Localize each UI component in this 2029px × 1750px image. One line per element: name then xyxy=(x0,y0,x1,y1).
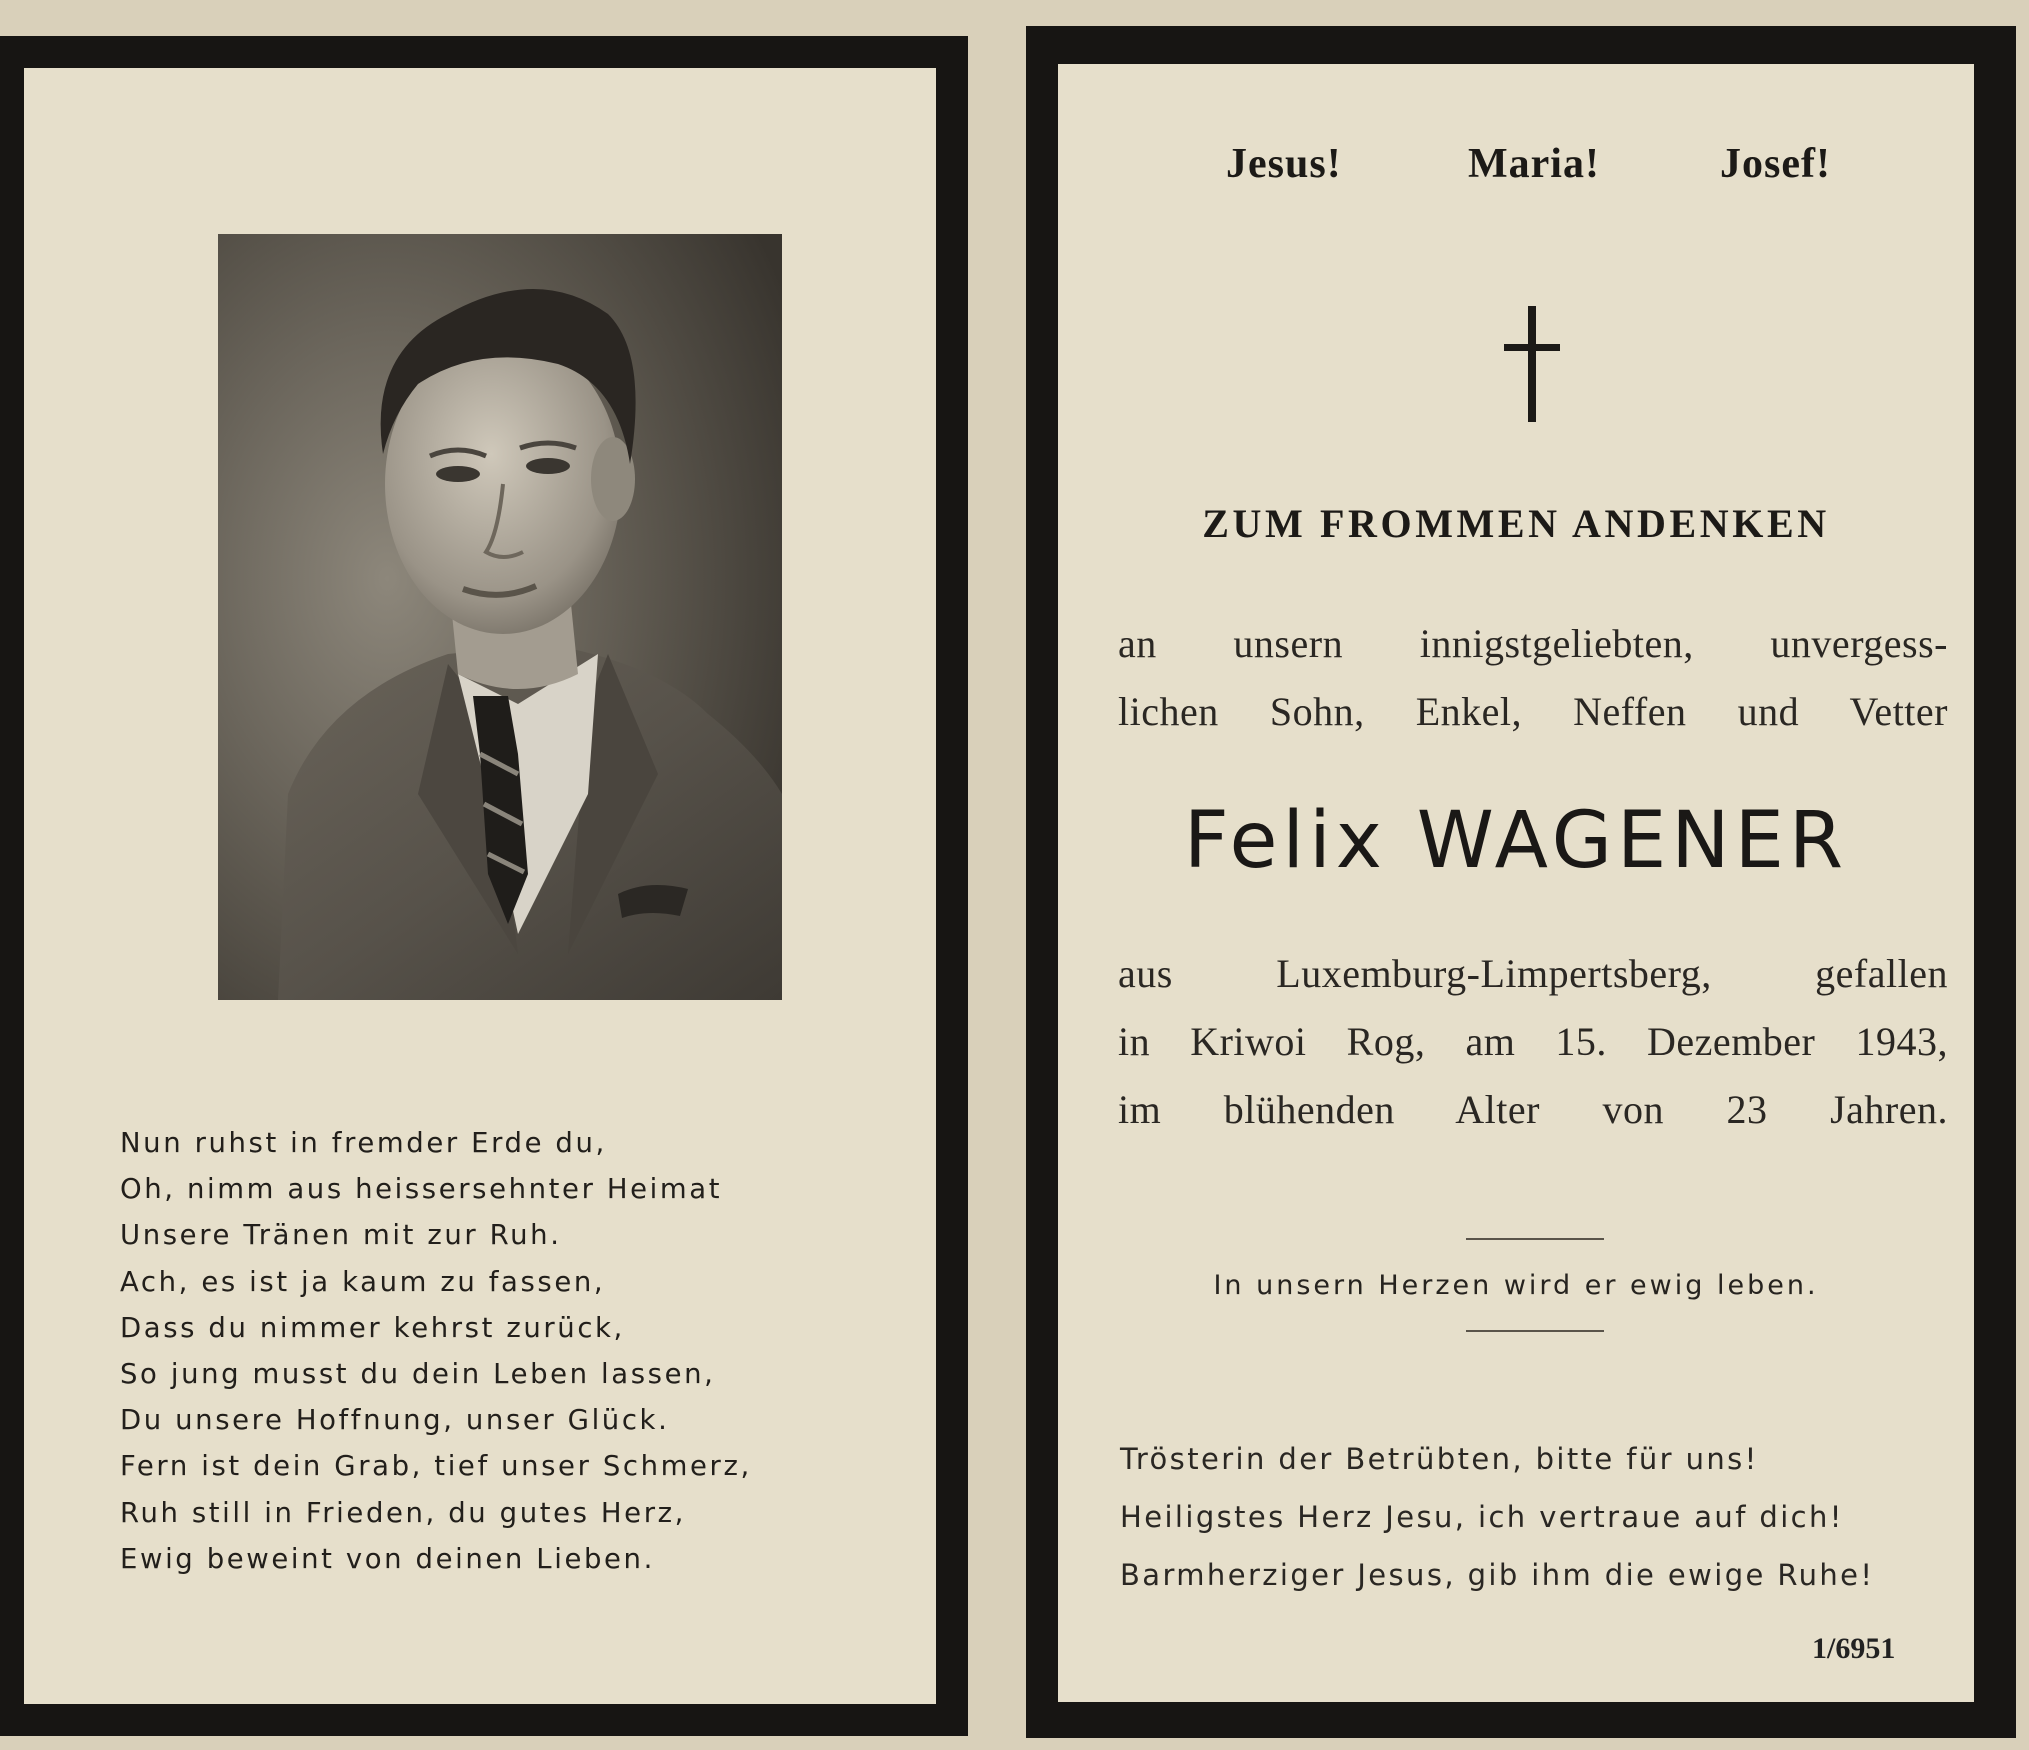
dedication-line: lichen Sohn, Enkel, Neffen und Vetter xyxy=(1118,689,1948,734)
headline: ZUM FROMMEN ANDENKEN xyxy=(1202,501,1830,546)
prayer-line: Barmherziger Jesus, gib ihm die ewige Ruhe! xyxy=(1120,1558,1875,1592)
motto: In unsern Herzen wird er ewig leben. xyxy=(1213,1270,1819,1301)
print-number: 1/6951 xyxy=(1812,1632,1896,1665)
poem-line: Ach, es ist ja kaum zu fassen, xyxy=(120,1265,606,1298)
poem-line: Unsere Tränen mit zur Ruh. xyxy=(120,1219,562,1252)
portrait-illustration xyxy=(218,234,782,1000)
dedication-line: an unsern innigstgeliebten, unvergess- xyxy=(1118,621,1948,666)
invocation-josef: Josef! xyxy=(1720,141,1831,187)
cross-icon xyxy=(1504,306,1560,422)
poem-line: Oh, nimm aus heissersehnter Heimat xyxy=(120,1173,723,1206)
divider-bottom xyxy=(1466,1330,1604,1332)
poem-line: Du unsere Hoffnung, unser Glück. xyxy=(120,1404,670,1437)
divider-top xyxy=(1466,1238,1604,1240)
poem-line: Fern ist dein Grab, tief unser Schmerz, xyxy=(120,1450,752,1483)
portrait-photo xyxy=(218,234,782,1000)
details-line: im blühenden Alter von 23 Jahren. xyxy=(1118,1087,1948,1132)
invocation-jesus: Jesus! xyxy=(1226,141,1342,187)
invocation xyxy=(1058,140,1974,200)
details-line: aus Luxemburg-Limpertsberg, gefallen xyxy=(1118,951,1948,996)
memorial-poem xyxy=(120,1120,940,1582)
poem-line: Dass du nimmer kehrst zurück, xyxy=(120,1311,625,1344)
poem-line: So jung musst du dein Leben lassen, xyxy=(120,1358,716,1391)
poem-line: Nun ruhst in fremder Erde du, xyxy=(120,1127,607,1159)
poem-line: Ruh still in Frieden, du gutes Herz, xyxy=(120,1496,686,1529)
prayer-line: Trösterin der Betrübten, bitte für uns! xyxy=(1120,1442,1759,1476)
invocation-maria: Maria! xyxy=(1468,141,1600,187)
prayer-line: Heiligstes Herz Jesu, ich vertraue auf dich! xyxy=(1120,1500,1844,1534)
poem-line: Ewig beweint von deinen Lieben. xyxy=(120,1542,655,1575)
details-line: in Kriwoi Rog, am 15. Dezember 1943, xyxy=(1118,1019,1948,1064)
deceased-name: Felix WAGENER xyxy=(1183,796,1849,886)
